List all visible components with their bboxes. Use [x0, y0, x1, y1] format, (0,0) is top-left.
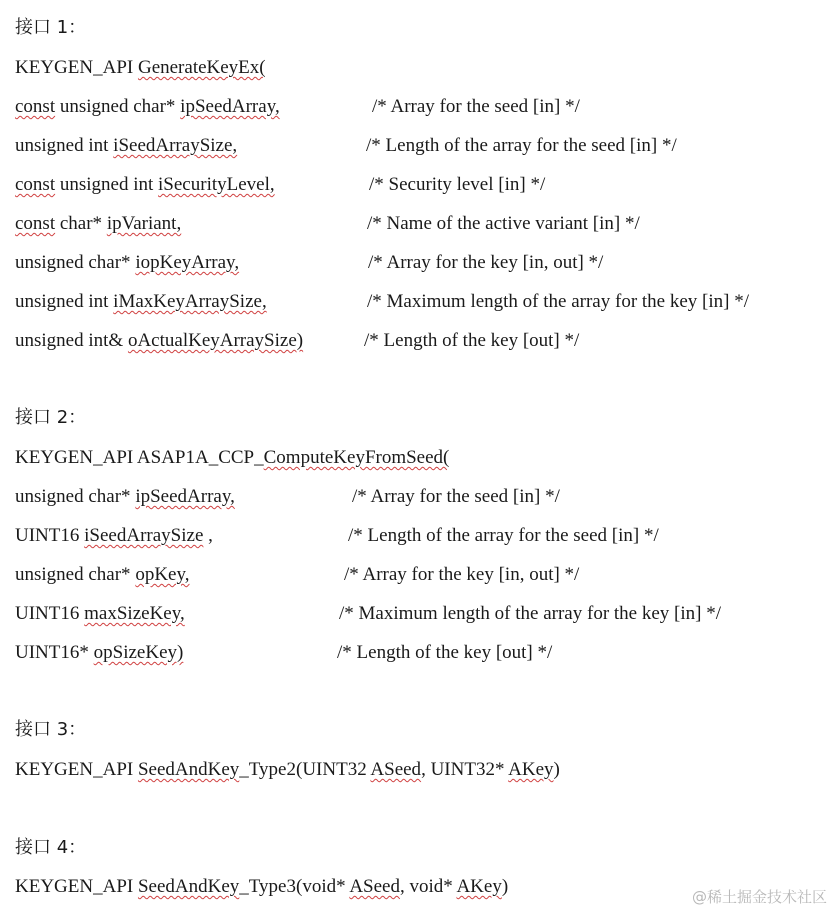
param-row: unsigned char* iopKeyArray,: [15, 252, 240, 273]
param-comment: /* Array for the key [in, out] */: [344, 564, 580, 585]
param-comment: /* Array for the key [in, out] */: [368, 252, 604, 273]
param-comment: /* Length of the key [out] */: [337, 642, 553, 663]
section-1-signature: [15, 56, 266, 80]
param-comment: /* Maximum length of the array for the key [in] */: [367, 291, 750, 312]
param-row: UINT16 maxSizeKey,: [15, 603, 185, 624]
param-row: unsigned char* ipSeedArray,: [15, 486, 235, 507]
param-comment: /* Array for the seed [in] */: [352, 486, 560, 507]
param-comment: /* Length of the array for the seed [in] */: [348, 525, 659, 546]
section-4-heading: 接口 4：: [15, 837, 87, 858]
func-name: ComputeKeyFromSeed(: [263, 447, 450, 468]
watermark: @稀土掘金技术社区: [691, 888, 827, 906]
param-row: UINT16 iSeedArraySize ,: [15, 525, 213, 546]
param-row: const unsigned int iSecurityLevel,: [15, 174, 275, 195]
param-row: unsigned int iMaxKeyArraySize,: [15, 291, 267, 312]
section-2-heading: 接口 2：: [15, 407, 87, 428]
param-row: unsigned char* opKey,: [15, 564, 190, 585]
param-row: UINT16* opSizeKey): [15, 642, 184, 663]
param-comment: /* Length of the key [out] */: [364, 330, 580, 351]
section-2-signature: [15, 446, 449, 470]
func-prefix: KEYGEN_API ASAP1A_CCP_: [15, 447, 264, 468]
section-3-heading: 接口 3：: [15, 719, 87, 740]
param-row: const char* ipVariant,: [15, 213, 182, 234]
param-comment: /* Security level [in] */: [369, 174, 546, 195]
param-row: const unsigned char* ipSeedArray,: [15, 96, 280, 117]
param-comment: /* Length of the array for the seed [in] */: [366, 135, 677, 156]
func-name: GenerateKeyEx(: [137, 57, 266, 78]
param-comment: /* Name of the active variant [in] */: [367, 213, 640, 234]
param-row: unsigned int iSeedArraySize,: [15, 135, 238, 156]
section-1-heading: 接口 1：: [15, 17, 87, 38]
section-3-signature: KEYGEN_API SeedAndKey_Type2(UINT32 ASeed, UINT32* AKey): [15, 759, 560, 780]
func-prefix: KEYGEN_API: [15, 57, 138, 78]
section-4-signature: KEYGEN_API SeedAndKey_Type3(void* ASeed, void* AKey): [15, 876, 509, 897]
param-comment: /* Maximum length of the array for the key [in] */: [339, 603, 722, 624]
param-comment: /* Array for the seed [in] */: [372, 96, 580, 117]
param-row: unsigned int& oActualKeyArraySize): [15, 330, 304, 351]
